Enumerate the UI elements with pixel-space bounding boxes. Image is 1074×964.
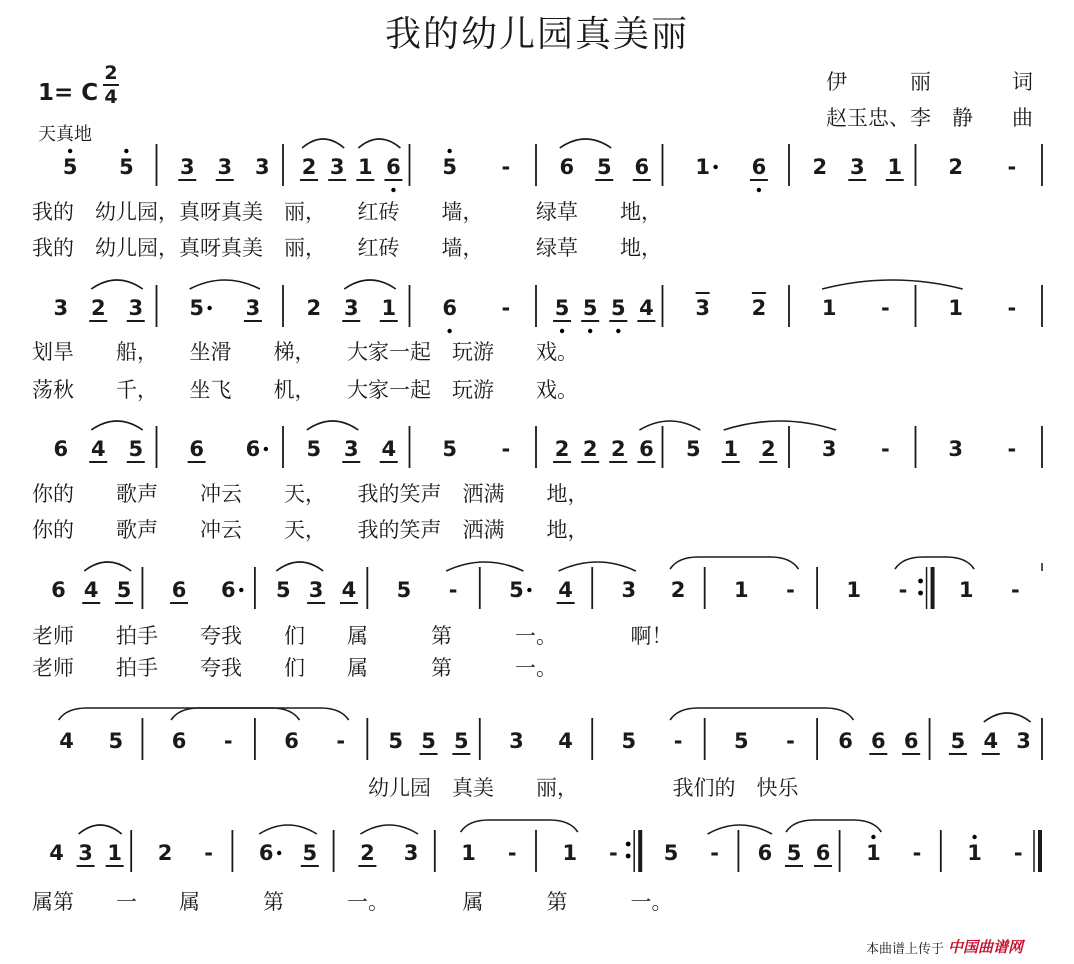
note-digit: 6: [871, 729, 886, 753]
slur-arc: [446, 562, 523, 571]
octave-up-dot: [68, 149, 72, 153]
slur-arc: [708, 825, 772, 834]
note-digit: 3: [329, 155, 345, 179]
dash-rest: -: [1007, 437, 1017, 461]
dash-rest: -: [1007, 296, 1017, 320]
note-digit: 5: [128, 437, 144, 461]
note-digit: 2: [812, 155, 828, 179]
dash-rest: -: [204, 841, 213, 865]
note-digit: 4: [59, 729, 74, 753]
note-digit: 3: [254, 155, 270, 179]
note-digit: 4: [381, 437, 397, 461]
note-digit: 6: [171, 578, 187, 602]
note-digit: 1: [866, 841, 881, 865]
tie-arc: [670, 708, 853, 720]
note-digit: 4: [558, 729, 573, 753]
note-digit: 4: [49, 841, 64, 865]
dash-rest: -: [336, 729, 346, 753]
note-digit: 5: [786, 841, 802, 865]
note-digit: 4: [983, 729, 999, 753]
note-digit: 3: [53, 296, 69, 320]
tie-arc: [59, 708, 300, 720]
slur-arc: [358, 139, 400, 148]
note-digit: 6: [284, 729, 299, 753]
note-digit: 3: [403, 841, 419, 865]
augmentation-dot: [239, 588, 243, 592]
slur-arc: [344, 280, 396, 289]
tie-arc: [786, 820, 881, 832]
note-digit: 3: [343, 437, 359, 461]
note-digit: 5: [582, 296, 598, 320]
dash-rest: -: [898, 578, 908, 602]
note-digit: 5: [596, 155, 612, 179]
repeat-dot: [626, 854, 631, 859]
note-digit: 1: [695, 155, 710, 179]
dash-rest: -: [609, 841, 618, 865]
slur-arc: [559, 562, 636, 571]
note-digit: 6: [903, 729, 919, 753]
note-digit: 1: [733, 578, 749, 602]
slur-arc: [360, 825, 418, 834]
note-digit: 1: [958, 578, 974, 602]
slur-arc: [91, 280, 143, 289]
note-digit: 3: [78, 841, 93, 865]
dash-rest: -: [501, 296, 511, 320]
note-digit: 1: [107, 841, 122, 865]
note-digit: 6: [51, 578, 66, 602]
note-digit: 5: [442, 155, 457, 179]
lyric-line: 你的 歌声 冲云 天， 我的笑声 洒满 地，: [32, 482, 589, 506]
augmentation-dot: [207, 306, 211, 310]
note-digit: 2: [948, 155, 963, 179]
octave-down-dot: [757, 188, 761, 192]
octave-up-dot: [447, 149, 451, 153]
dash-rest: -: [710, 841, 719, 865]
note-digit: 6: [189, 437, 204, 461]
note-digit: 6: [838, 729, 853, 753]
lyric-line: 划旱 船， 坐滑 梯， 大家一起 玩游 戏。: [32, 340, 578, 364]
slur-arc: [84, 562, 131, 571]
note-digit: 5: [306, 437, 322, 461]
lyricist-name: 伊 丽: [826, 70, 931, 94]
octave-down-dot: [560, 329, 564, 333]
dash-rest: -: [786, 578, 795, 602]
site-logo: 中国曲谱网: [948, 938, 1024, 956]
note-digit: 5: [275, 578, 291, 602]
note-digit: 2: [90, 296, 106, 320]
dash-rest: -: [881, 437, 890, 461]
note-digit: 5: [388, 729, 404, 753]
note-digit: 5: [611, 296, 626, 320]
key-signature: 1= C: [38, 80, 99, 106]
repeat-dot: [626, 842, 631, 847]
octave-down-dot: [447, 329, 451, 333]
note-digit: 5: [421, 729, 436, 753]
note-digit: 5: [663, 841, 679, 865]
note-digit: 5: [621, 729, 637, 753]
note-digit: 6: [220, 578, 236, 602]
note-digit: 4: [639, 296, 654, 320]
time-signature-top: 2: [104, 62, 118, 84]
note-digit: 5: [442, 437, 457, 461]
slur-arc: [307, 421, 359, 430]
note-digit: 5: [454, 729, 469, 753]
note-digit: 4: [90, 437, 106, 461]
note-digit: 2: [582, 437, 598, 461]
tie-arc: [461, 820, 578, 832]
note-digit: 5: [108, 729, 124, 753]
note-digit: 3: [948, 437, 963, 461]
slur-arc: [91, 421, 143, 430]
note-digit: 6: [559, 155, 575, 179]
note-digit: 2: [554, 437, 570, 461]
note-digit: 1: [358, 155, 373, 179]
note-digit: 5: [733, 729, 749, 753]
octave-up-dot: [972, 835, 976, 839]
lyric-line: 幼儿园 真美 丽， 我们的 快乐: [32, 776, 799, 800]
note-digit: 1: [948, 296, 963, 320]
note-digit: 3: [308, 578, 324, 602]
note-digit: 6: [815, 841, 831, 865]
note-digit: 4: [558, 578, 573, 602]
song-title: 我的幼儿园真美丽: [384, 14, 689, 55]
note-digit: 5: [396, 578, 412, 602]
dash-rest: -: [673, 729, 683, 753]
note-digit: 2: [670, 578, 686, 602]
dash-rest: -: [912, 841, 922, 865]
note-digit: 3: [343, 296, 359, 320]
note-digit: 3: [849, 155, 865, 179]
note-digit: 6: [386, 155, 401, 179]
note-digit: 2: [360, 841, 375, 865]
note-digit: 6: [751, 155, 767, 179]
octave-up-dot: [871, 835, 875, 839]
octave-up-dot: [124, 149, 128, 153]
augmentation-dot: [277, 851, 281, 855]
dash-rest: -: [881, 296, 890, 320]
note-digit: 4: [341, 578, 357, 602]
note-digit: 1: [461, 841, 476, 865]
note-digit: 4: [83, 578, 99, 602]
lyric-line: 老师 拍手 夸我 们 属 第 一。 啊！: [32, 624, 673, 648]
note-digit: 2: [301, 155, 317, 179]
slur-arc: [276, 562, 323, 571]
note-digit: 2: [760, 437, 776, 461]
note-digit: 5: [189, 296, 204, 320]
note-digit: 5: [685, 437, 701, 461]
note-digit: 6: [53, 437, 69, 461]
slur-arc: [822, 280, 963, 289]
note-digit: 6: [634, 155, 650, 179]
repeat-dot: [918, 591, 923, 596]
note-digit: 6: [171, 729, 187, 753]
note-digit: 5: [62, 155, 78, 179]
note-digit: 3: [1016, 729, 1031, 753]
composer-name: 赵玉忠、李 静: [826, 106, 973, 130]
note-digit: 6: [639, 437, 654, 461]
note-digit: 6: [442, 296, 457, 320]
note-digit: 5: [119, 155, 134, 179]
note-digit: 5: [509, 578, 524, 602]
lyric-line: 我的 幼儿园，真呀真美 丽， 红砖 墙， 绿草 地，: [32, 200, 662, 224]
augmentation-dot: [527, 588, 531, 592]
note-digit: 1: [846, 578, 862, 602]
note-digit: 3: [217, 155, 233, 179]
slur-arc: [259, 825, 317, 834]
composer-role: 曲: [1012, 106, 1033, 130]
time-signature-bottom: 4: [104, 86, 118, 108]
note-digit: 6: [757, 841, 773, 865]
lyric-line: 属第 一 属 第 一。 属 第 一。: [32, 890, 673, 914]
lyric-line: 你的 歌声 冲云 天， 我的笑声 洒满 地，: [32, 518, 589, 542]
note-digit: 2: [751, 296, 767, 320]
dash-rest: -: [1013, 841, 1023, 865]
slur-arc: [724, 421, 836, 430]
augmentation-dot: [264, 447, 268, 451]
tie-arc: [171, 708, 349, 720]
note-digit: 1: [723, 437, 739, 461]
slur-arc: [560, 139, 612, 148]
upload-note: 本曲谱上传于: [866, 942, 945, 957]
note-digit: 5: [950, 729, 966, 753]
note-digit: 1: [887, 155, 903, 179]
octave-down-dot: [391, 188, 395, 192]
lyric-line: 荡秋 千， 坐飞 机， 大家一起 玩游 戏。: [32, 378, 578, 402]
dash-rest: -: [786, 729, 795, 753]
augmentation-dot: [713, 165, 717, 169]
dash-rest: -: [507, 841, 517, 865]
slur-arc: [79, 825, 122, 834]
dash-rest: -: [1011, 578, 1020, 602]
slur-arc: [302, 139, 344, 148]
dash-rest: -: [448, 578, 458, 602]
note-digit: 5: [116, 578, 132, 602]
dash-rest: -: [1007, 155, 1017, 179]
slur-arc: [639, 421, 700, 430]
tempo-marking: 天真地: [38, 124, 92, 145]
note-digit: 6: [258, 841, 274, 865]
lyric-line: 我的 幼儿园，真呀真美 丽， 红砖 墙， 绿草 地，: [32, 236, 662, 260]
note-digit: 6: [245, 437, 261, 461]
note-digit: 3: [128, 296, 144, 320]
note-digit: 3: [621, 578, 637, 602]
slur-arc: [984, 713, 1031, 722]
slur-arc: [190, 280, 260, 289]
note-digit: 2: [306, 296, 322, 320]
note-digit: 1: [381, 296, 397, 320]
dash-rest: -: [501, 437, 511, 461]
note-digit: 3: [509, 729, 524, 753]
note-digit: 1: [562, 841, 578, 865]
octave-down-dot: [588, 329, 592, 333]
note-digit: 5: [554, 296, 570, 320]
note-digit: 3: [179, 155, 195, 179]
dash-rest: -: [223, 729, 233, 753]
note-digit: 2: [611, 437, 626, 461]
octave-down-dot: [616, 329, 620, 333]
note-digit: 5: [302, 841, 318, 865]
tie-arc: [670, 557, 798, 569]
note-digit: 3: [695, 296, 710, 320]
note-digit: 2: [157, 841, 173, 865]
lyric-line: 老师 拍手 夸我 们 属 第 一。: [32, 656, 557, 680]
note-digit: 3: [821, 437, 837, 461]
repeat-dot: [918, 579, 923, 584]
note-digit: 1: [967, 841, 982, 865]
lyricist-role: 词: [1012, 70, 1033, 94]
note-digit: 1: [821, 296, 837, 320]
dash-rest: -: [501, 155, 511, 179]
note-digit: 3: [245, 296, 261, 320]
